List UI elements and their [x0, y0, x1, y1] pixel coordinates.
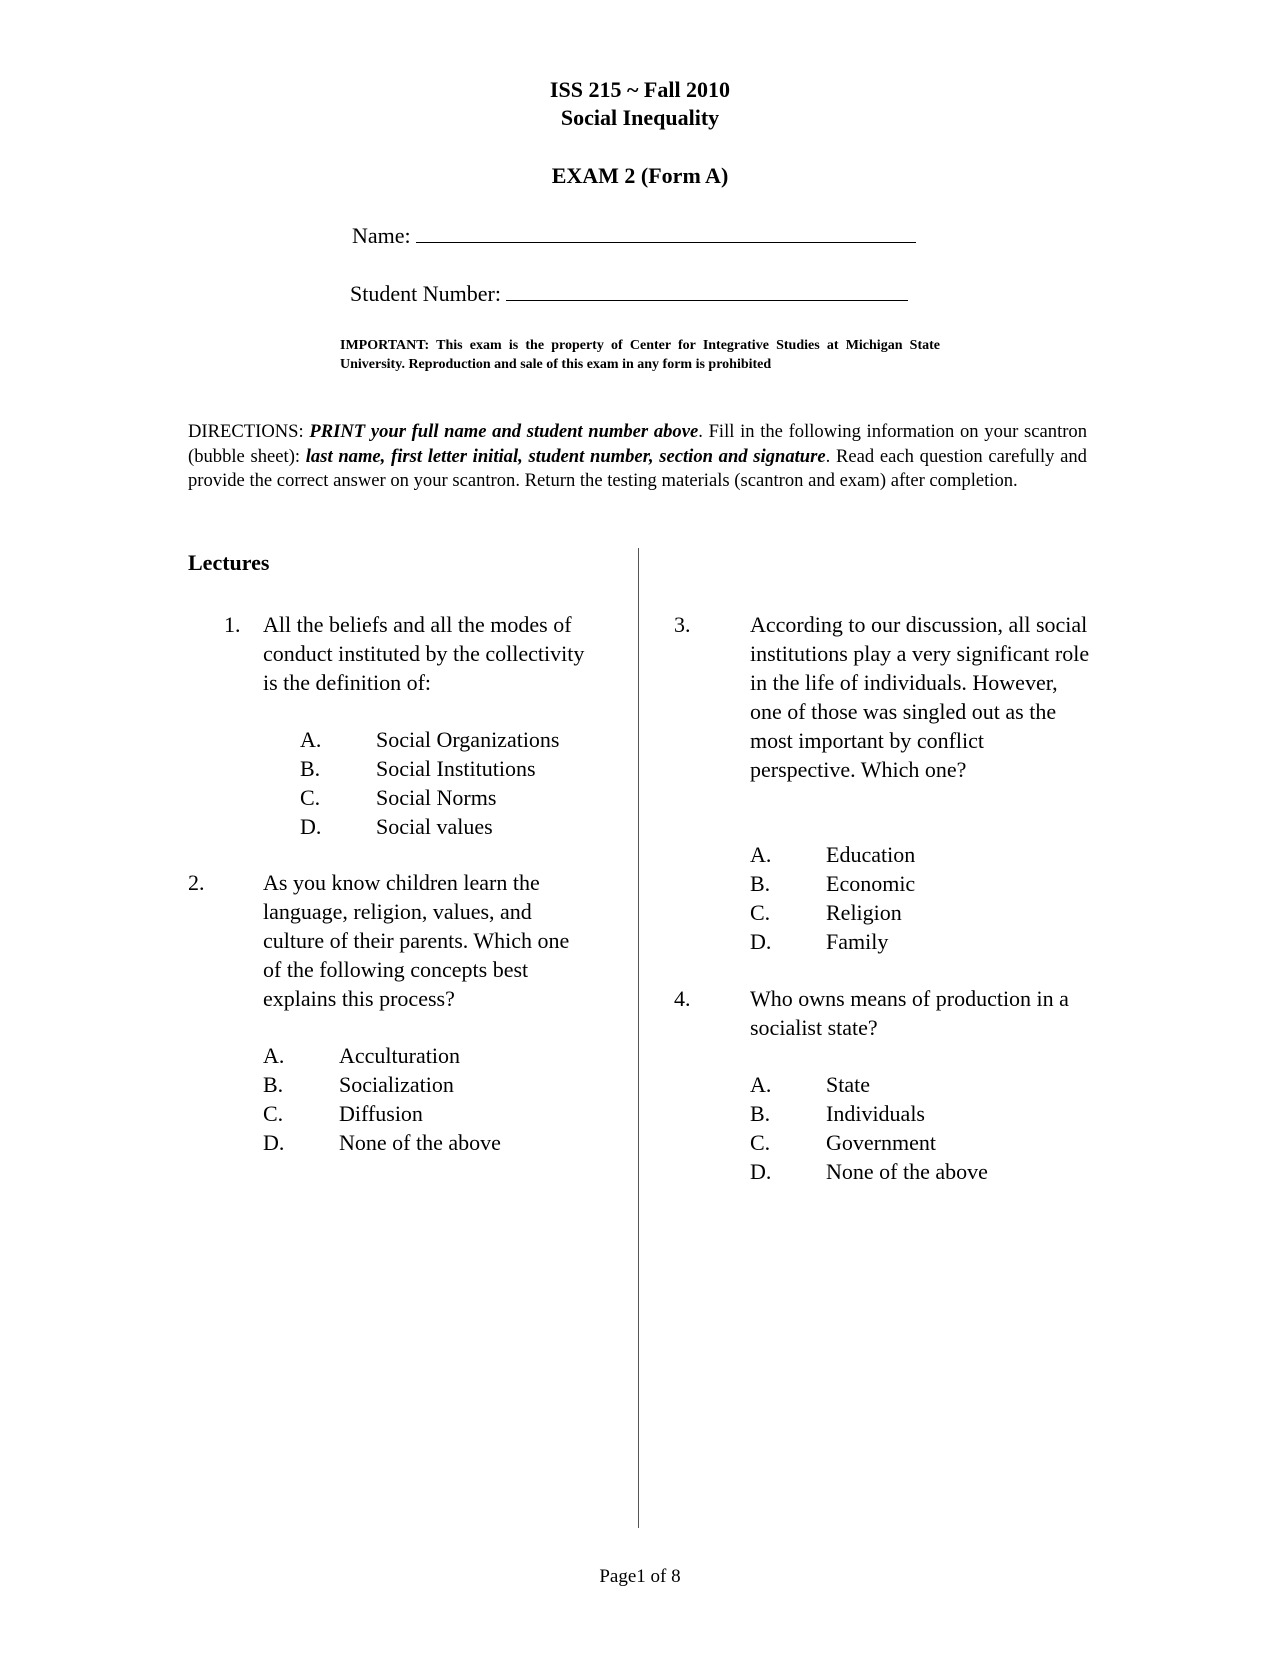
question-text: According to our discussion, all social institutions play a very significant role in the life of individuals. However, one of those was singled out as the most important by conflict perspective. Which one?: [750, 612, 1090, 782]
exam-title: EXAM 2 (Form A): [551, 163, 729, 188]
question-text: As you know children learn the language, religion, values, and culture of their parents. Which one of the following concepts best explains this process?: [263, 870, 570, 1011]
column-divider: [638, 548, 639, 1528]
directions-label: DIRECTIONS:: [188, 421, 310, 442]
course-line: ISS 215 ~ Fall 2010: [549, 77, 731, 102]
question-number: 2.: [188, 870, 205, 895]
course-title: Social Inequality: [560, 105, 720, 130]
directions-emph-2: last name, first letter initial, student number, section and signature: [305, 445, 826, 467]
question-text: All the beliefs and all the modes of conduct instituted by the collectivity is the definition of:: [263, 612, 585, 695]
question-number: 3.: [674, 612, 691, 637]
student-number-field: [350, 278, 908, 308]
name-blank[interactable]: [416, 220, 916, 243]
name-field: [352, 220, 916, 250]
page-number: Page1 of 8: [599, 1566, 681, 1587]
important-notice: IMPORTANT: This exam is the property of Center for Integrative Studies at Michigan State University. Reproduction and sale of this exam in any form is prohibited: [340, 338, 940, 372]
question-text: Who owns means of production in a socialist state?: [750, 986, 1069, 1040]
name-label: Name:: [352, 223, 411, 248]
question-number: 4.: [674, 986, 691, 1011]
student-number-blank[interactable]: [506, 278, 908, 301]
question-number: 1.: [224, 612, 241, 637]
directions-text-2: . Fill in the following information on your scantron (bubble sheet):: [188, 421, 1088, 467]
exam-header: [0, 76, 1280, 132]
directions-text-4: . Read each question carefully and provide the correct answer on your scantron. Return the testing materials (scantron and exam) after completion.: [188, 445, 1087, 492]
directions-emph-1: PRINT your full name and student number above: [309, 421, 699, 442]
student-number-label: Student Number:: [350, 281, 501, 306]
section-title: Lectures: [188, 550, 270, 575]
directions: [188, 420, 1087, 494]
